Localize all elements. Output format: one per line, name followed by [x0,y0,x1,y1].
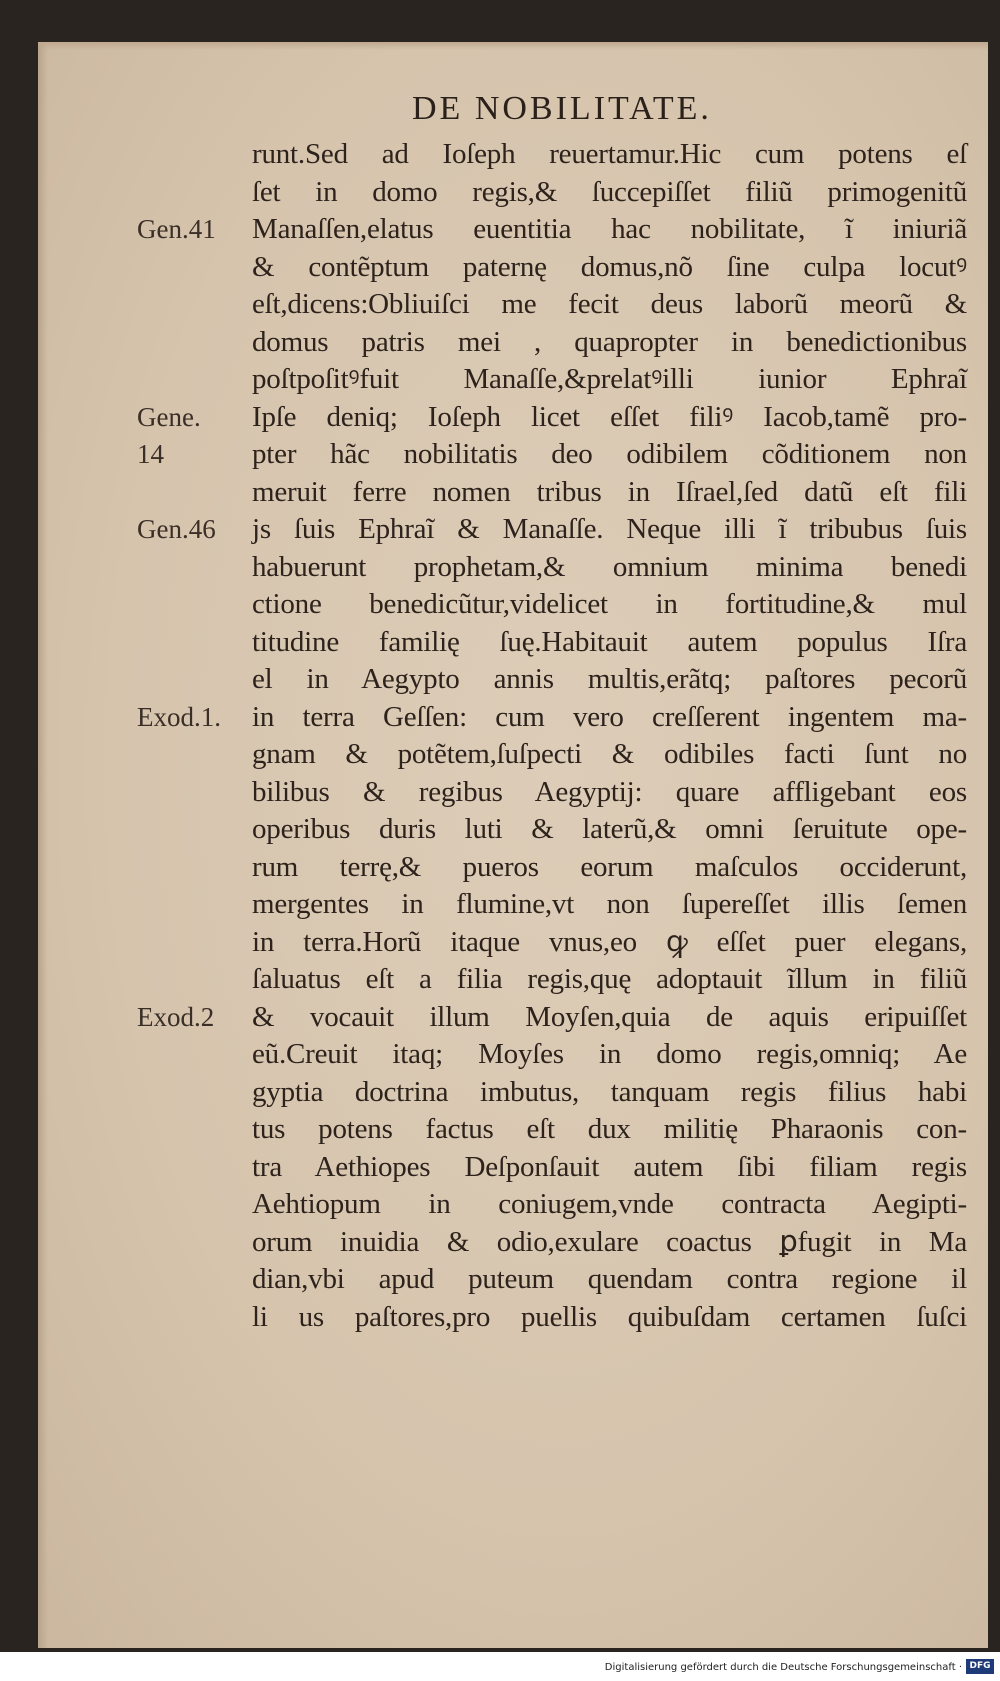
text-line: ctione benedicũtur,videlicet in fortitudine,& mul [252,588,967,620]
text-line: orum inuidia & odio,exulare coactus ꝑfugit in Ma [252,1225,967,1258]
margin-note: Gen.46 [137,514,216,544]
text-line: in terra.Horũ itaque vnus,eo ꝙ eſſet puer elegans, [252,925,967,958]
text-line: operibus duris luti & laterũ,& omni ſeruitute ope- [252,813,967,845]
text-line: pter hãc nobilitatis deo odibilem cõditionem non [252,438,967,470]
text-line: Manaſſen,elatus euentitia hac nobilitate, ĩ iniuriã [252,213,967,245]
margin-note: 14 [137,439,164,469]
text-line: poſtpoſitꝰfuit Manaſſe,&prelatꝰilli iunior Ephraĩ [252,363,967,395]
text-line: runt.Sed ad Ioſeph reuertamur.Hic cum potens eſ [252,138,967,170]
text-line: bilibus & regibus Aegyptij: quare affligebant eos [252,775,967,808]
body-text [252,136,967,1336]
text-line: domus patris mei , quapropter in benedictionibus [252,325,967,358]
text-line: & contẽptum paternę domus,nõ ſine culpa locutꝰ [252,250,967,283]
text-line: el in Aegypto annis multis,erãtq; paſtores pecorũ [252,663,967,695]
text-line: titudine familię ſuę.Habitauit autem populus Iſra [252,625,967,658]
text-line: ſet in domo regis,& ſuccepiſſet filiũ primogenitũ [252,175,967,208]
text-line: Ipſe deniq; Ioſeph licet eſſet filiꝰ Iacob,tamẽ pro- [252,400,967,433]
margin-note: Gen.41 [137,214,216,244]
text-line: dian,vbi apud puteum quendam contra regione il [252,1263,967,1295]
text-line: gnam & potẽtem,ſuſpecti & odibiles facti ſunt no [252,738,967,770]
text-line: Aehtiopum in coniugem,vnde contracta Aegipti- [252,1188,967,1220]
text-line: gyptia doctrina imbutus, tanquam regis filius habi [252,1075,967,1108]
text-line: tus potens factus eſt dux militię Pharaonis con- [252,1113,967,1145]
page-gutter-shadow [38,42,48,1648]
digitization-credit: Digitalisierung gefördert durch die Deutsche Forschungsgemeinschaft · [604,1662,962,1673]
text-line: ſaluatus eſt a filia regis,quę adoptauit ĩllum in filiũ [252,963,967,995]
margin-note: Gene. [137,401,201,432]
page-top-shadow [38,42,988,50]
text-line: rum terrę,& pueros eorum maſculos occiderunt, [252,850,967,883]
text-line: habuerunt prophetam,& omnium minima benedi [252,550,967,583]
running-head: DE NOBILITATE. [412,90,712,127]
text-line: tra Aethiopes Deſponſauit autem ſibi filiam regis [252,1150,967,1183]
text-line: js ſuis Ephraĩ & Manaſſe. Neque illi ĩ tribubus ſuis [252,513,967,545]
margin-note: Exod.1. [137,701,221,732]
dfg-logo: DFG [966,1659,994,1674]
text-line: & vocauit illum Moyſen,quia de aquis eripuiſſet [252,1000,967,1033]
text-line: li us paſtores,pro puellis quibuſdam certamen ſuſci [252,1300,967,1333]
text-line: meruit ferre nomen tribus in Iſrael,ſed datũ eſt fili [252,475,967,508]
text-line: eſt,dicens:Obliuiſci me fecit deus laborũ meorũ & [252,288,967,320]
text-line: mergentes in flumine,vt non ſupereſſet illis ſemen [252,888,967,920]
text-line: eũ.Creuit itaq; Moyſes in domo regis,omniq; Ae [252,1038,967,1070]
text-line: in terra Geſſen: cum vero creſſerent ingentem ma- [252,700,967,733]
margin-note: Exod.2 [137,1001,215,1032]
